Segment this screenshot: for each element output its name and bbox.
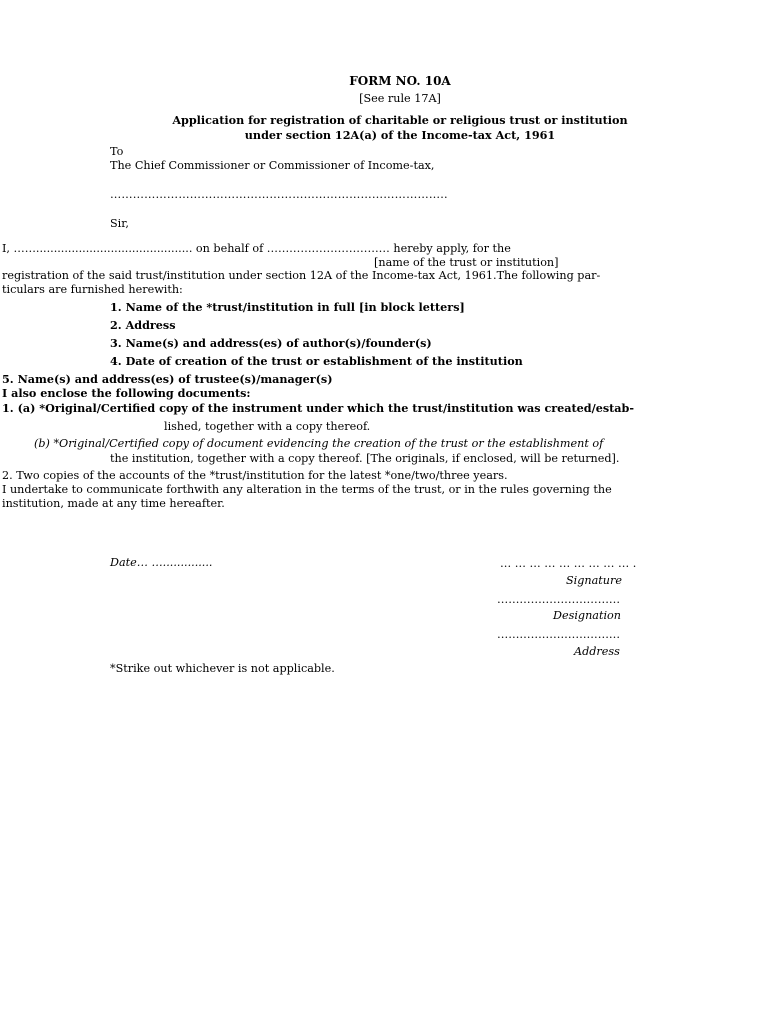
particular-1: 1. Name of the *trust/institution in full [in block letters]: [110, 300, 465, 314]
designation-label: Designation: [553, 609, 621, 622]
address-to: To: [110, 145, 124, 158]
particular-4: 4. Date of creation of the trust or establishment of the institution: [110, 354, 523, 368]
undertaking-line2: institution, made at any time hereafter.: [2, 497, 225, 510]
date-field: Date… …..............: [110, 556, 213, 569]
undertaking-line1: I undertake to communicate forthwith any alteration in the terms of the trust, or in the rules governing the: [2, 483, 612, 496]
address-dots: ……………………………………………………………………………..: [110, 188, 448, 201]
salutation: Sir,: [110, 217, 129, 230]
body-line1: I, ……............................................ on behalf of …………………………… hereby apply, for the: [2, 242, 511, 255]
document-2: 2. Two copies of the accounts of the *trust/institution for the latest *one/two/three years.: [2, 469, 508, 482]
documents-heading: I also enclose the following documents:: [2, 386, 251, 400]
particular-2: 2. Address: [110, 318, 176, 332]
document-1a: 1. (a) *Original/Certified copy of the instrument under which the trust/institution was created/estab-: [2, 401, 635, 415]
particular-3: 3. Name(s) and address(es) of author(s)/founder(s): [110, 336, 432, 350]
footnote: *Strike out whichever is not applicable.: [110, 662, 335, 675]
form-heading-line1: Application for registration of charitable or religious trust or institution: [172, 113, 628, 127]
document-1b: (b) *Original/Certified copy of document evidencing the creation of the trust or the establishment of: [34, 437, 604, 450]
form-rule: [See rule 17A]: [359, 92, 441, 105]
document-1a-cont: lished, together with a copy thereof.: [164, 420, 371, 433]
form-title: FORM NO. 10A: [349, 74, 451, 88]
address-label: Address: [574, 645, 620, 658]
address-recipient: The Chief Commissioner or Commissioner of Income-tax,: [110, 159, 435, 172]
particular-5: 5. Name(s) and address(es) of trustee(s)/manager(s): [2, 372, 333, 386]
body-line2: registration of the said trust/institution under section 12A of the Income-tax Act, 1961.The following par-: [2, 269, 601, 282]
document-1b-cont: the institution, together with a copy thereof. [The originals, if enclosed, will be returned].: [110, 452, 620, 465]
signature-dots: … … … … … … … … … .: [500, 557, 637, 570]
body-line3: ticulars are furnished herewith:: [2, 283, 183, 296]
signature-label: Signature: [566, 574, 622, 587]
trust-name-hint: [name of the trust or institution]: [374, 256, 559, 269]
form-heading-line2: under section 12A(a) of the Income-tax Act, 1961: [244, 128, 556, 142]
designation-dots: ……………………………: [497, 593, 621, 606]
address-dots-line: ……………………………: [497, 628, 621, 641]
